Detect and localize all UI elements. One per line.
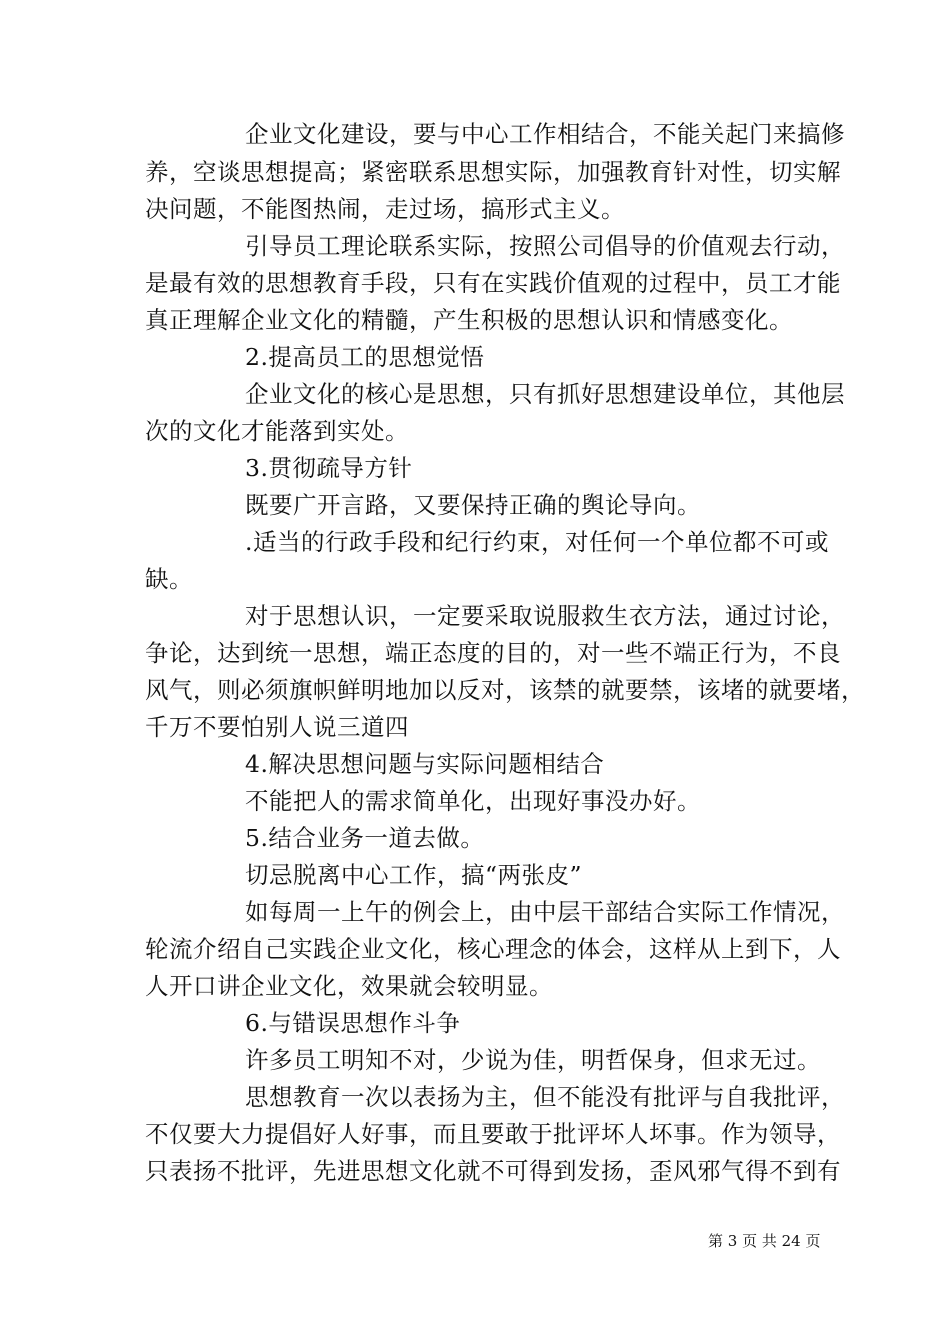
text-line: 养，空谈思想提高；紧密联系思想实际，加强教育针对性，切实解 xyxy=(145,158,841,186)
text-line: 思想教育一次以表扬为主，但不能没有批评与自我批评， xyxy=(245,1083,845,1111)
text-line: 争论，达到统一思想，端正态度的目的，对一些不端正行为，不良 xyxy=(145,639,841,667)
text-line: 人开口讲企业文化，效果就会较明显。 xyxy=(145,972,553,1000)
text-line: 既要广开言路，又要保持正确的舆论导向。 xyxy=(245,491,701,519)
text-line: 次的文化才能落到实处。 xyxy=(145,417,409,445)
text-line: 轮流介绍自己实践企业文化，核心理念的体会，这样从上到下，人 xyxy=(145,935,841,963)
text-line: .适当的行政手段和纪行约束，对任何一个单位都不可或 xyxy=(245,528,829,556)
section-heading: 5.结合业务一道去做。 xyxy=(245,824,485,852)
text-line: 切忌脱离中心工作，搞“两张皮” xyxy=(245,861,583,889)
text-line: 缺。 xyxy=(145,565,193,593)
text-line: 决问题，不能图热闹，走过场，搞形式主义。 xyxy=(145,195,625,223)
text-line: 许多员工明知不对，少说为佳，明哲保身，但求无过。 xyxy=(245,1046,821,1074)
text-line: 不能把人的需求简单化，出现好事没办好。 xyxy=(245,787,701,815)
section-heading: 6.与错误思想作斗争 xyxy=(245,1009,461,1037)
text-line: 是最有效的思想教育手段，只有在实践价值观的过程中，员工才能 xyxy=(145,269,841,297)
text-line: 风气，则必须旗帜鲜明地加以反对，该禁的就要禁，该堵的就要堵， xyxy=(145,676,865,704)
text-line: 企业文化的核心是思想，只有抓好思想建设单位，其他层 xyxy=(245,380,845,408)
page-number-footer: 第 3 页 共 24 页 xyxy=(708,1232,821,1250)
text-line: 只表扬不批评，先进思想文化就不可得到发扬，歪风邪气得不到有 xyxy=(145,1157,841,1185)
text-line: 对于思想认识，一定要采取说服救生衣方法，通过讨论， xyxy=(245,602,845,630)
text-line: 不仅要大力提倡好人好事，而且要敢于批评坏人坏事。作为领导， xyxy=(145,1120,841,1148)
text-line: 如每周一上午的例会上，由中层干部结合实际工作情况， xyxy=(245,898,845,926)
section-heading: 4.解决思想问题与实际问题相结合 xyxy=(245,750,605,778)
section-heading: 3.贯彻疏导方针 xyxy=(245,454,413,482)
text-line: 企业文化建设，要与中心工作相结合，不能关起门来搞修 xyxy=(245,120,845,148)
text-line: 千万不要怕别人说三道四 xyxy=(145,713,409,741)
text-line: 真正理解企业文化的精髓，产生积极的思想认识和情感变化。 xyxy=(145,306,793,334)
section-heading: 2.提高员工的思想觉悟 xyxy=(245,343,485,371)
text-line: 引导员工理论联系实际，按照公司倡导的价值观去行动， xyxy=(245,232,845,260)
